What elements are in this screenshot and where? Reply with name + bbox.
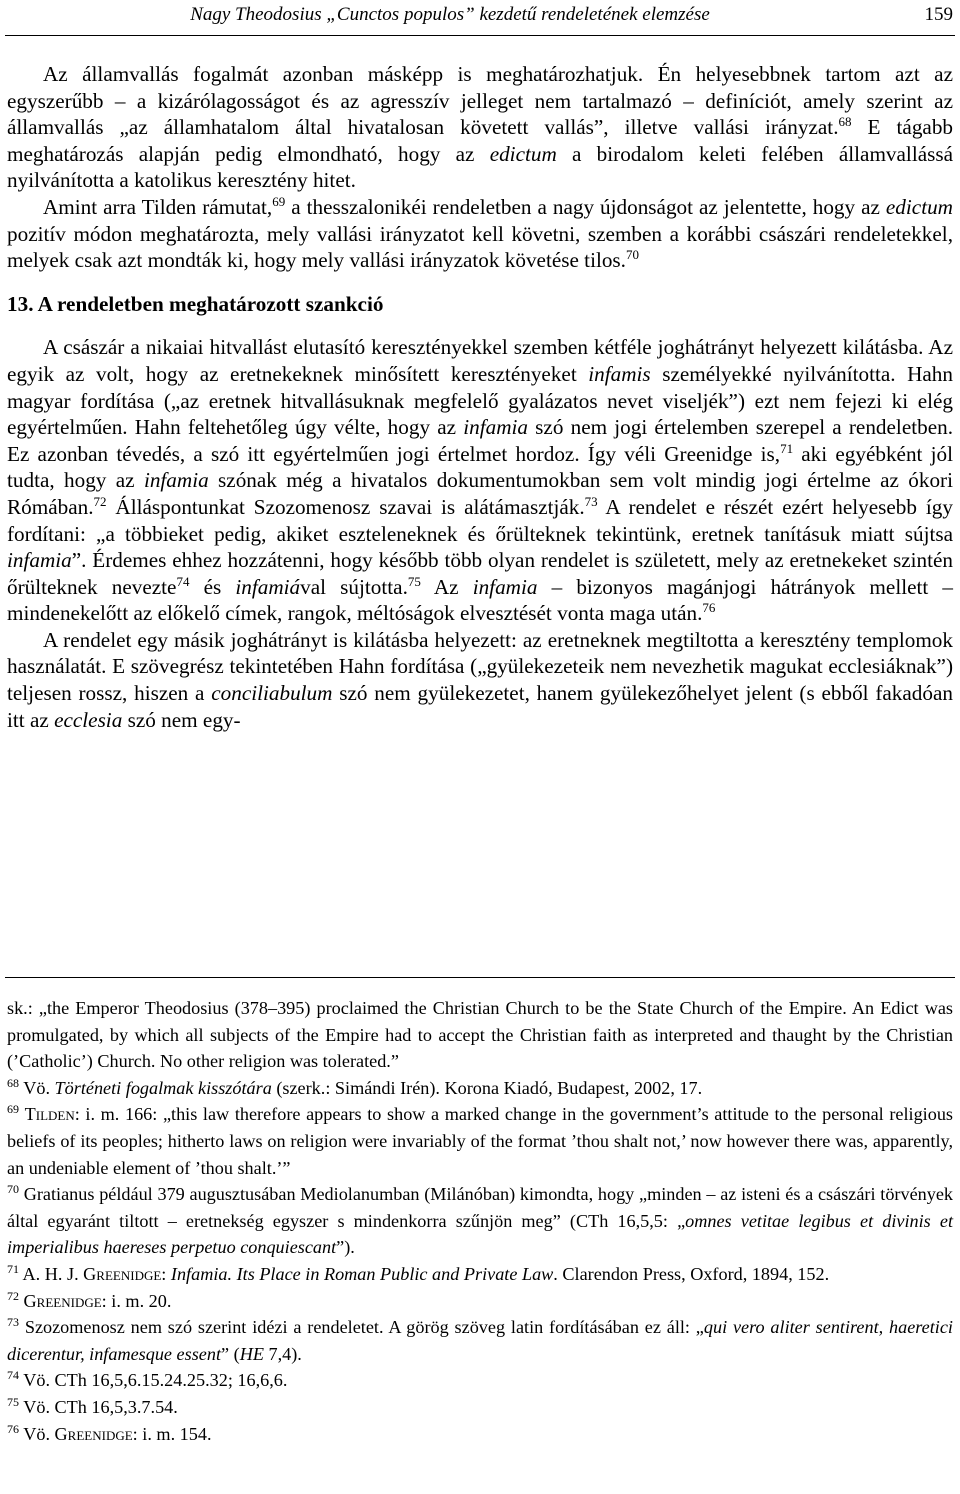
italic-term: edictum bbox=[489, 141, 557, 166]
author-name: Greenidge bbox=[54, 1423, 133, 1444]
text-run: val sújtotta. bbox=[300, 574, 408, 599]
text-run: : i. m. 166: „this law therefore appears to show a marked change in the government’s attitude to the personal religious beliefs of its peoples; hitherto laws on religion were invariably of the format ’thou shalt not,’ now however there was, apparently, an undeniable element of ’thou shalt.’” bbox=[7, 1104, 954, 1178]
text-run: E tágabb meghatározás alapján pedig elmondható, hogy az bbox=[7, 115, 954, 166]
main-text bbox=[7, 61, 953, 733]
section-heading: 13. A rendeletben meghatározott szankció bbox=[7, 291, 384, 316]
footnote-ref-74: 74 bbox=[176, 573, 190, 589]
footnote-70 bbox=[7, 1181, 953, 1261]
footnote-ref-72: 72 bbox=[93, 493, 107, 509]
text-run: Gratianus például 379 augusztusában Mediolanumban (Milánóban) kimondta, hogy „minden – az isteni és a császári törvények által egyaránt tiltott – eretnekség egyszer s mindenkorra szűnjön meg” (CTh 16,5,5: „ bbox=[7, 1184, 953, 1231]
author-name: Tilden bbox=[24, 1104, 75, 1125]
italic-term: infamia bbox=[472, 574, 538, 599]
text-run: Álláspontunkat Szozomenosz szavai is alátámasztják. bbox=[106, 494, 585, 519]
text-run: ”). bbox=[336, 1237, 355, 1258]
footnote-ref-75: 75 bbox=[407, 573, 421, 589]
text-run: ”. Érdemes ehhez hozzátenni, hogy később több olyan rendelet is született, mely az eretnekeket szintén őrülteknek nevezte bbox=[7, 548, 953, 599]
text-run: : i. m. 20. bbox=[101, 1290, 172, 1311]
text-run: szó nem gyülekezetet, hanem gyülekezőhelyet jelent (s ebből fakadóan itt az bbox=[7, 681, 953, 732]
footnote-ref-68: 68 bbox=[838, 114, 852, 130]
italic-term: edictum bbox=[885, 194, 953, 219]
footnote-75 bbox=[7, 1394, 953, 1421]
footnote-number: 76 bbox=[7, 1421, 19, 1436]
footnote-ref-70: 70 bbox=[625, 247, 639, 263]
footnote-continuation: sk.: „the Emperor Theodosius (378–395) proclaimed the Christian Church to be the State Church of the Empire. An Edict was promulgated, by which all subjects of the Empire had to accept the Christian faith as interpreted and thaught by the Christian (’Catholic’) Church. No other religion was tolerated.” bbox=[7, 998, 953, 1072]
text-run: személyekké nyilvánította. Hahn magyar fordítása („az eretnek hitvallásuknak megfelelő gyalázatos nevet viseljék”) ezt nem fejezi ki elég egyértelműen. Hahn feltehetőleg úgy vélte, hogy az bbox=[7, 361, 953, 440]
text-run: Szozomenosz nem szó szerint idézi a rendeletet. A görög szöveg latin fordításában ez áll: „ bbox=[19, 1317, 704, 1338]
paragraph-2 bbox=[7, 194, 953, 274]
footnote-number: 74 bbox=[7, 1368, 19, 1383]
italic-title: Történeti fogalmak kisszótára bbox=[54, 1077, 272, 1098]
italic-title: Infamia. Its Place in Roman Public and Private Law bbox=[170, 1263, 554, 1284]
text-run: Vö. bbox=[19, 1423, 55, 1444]
italic-term: infamiá bbox=[235, 574, 301, 599]
footnote-68 bbox=[7, 1075, 953, 1102]
text-run: A. H. J. bbox=[19, 1263, 84, 1284]
running-header bbox=[7, 2, 953, 28]
footnote-number: 69 bbox=[7, 1102, 19, 1117]
footnote-ref-76: 76 bbox=[702, 600, 716, 616]
footnote-74 bbox=[7, 1367, 953, 1394]
text-run: és bbox=[189, 574, 236, 599]
footnotes bbox=[7, 995, 953, 1447]
footnote-ref-73: 73 bbox=[584, 493, 598, 509]
author-name: Greenidge bbox=[83, 1263, 162, 1284]
text-run: a thesszalonikéi rendeletben a nagy újdonságot az jelentette, hogy az bbox=[285, 194, 886, 219]
text-run: 7,4). bbox=[263, 1343, 302, 1364]
header-rule bbox=[5, 35, 955, 36]
text-run: (szerk.: Simándi Irén). Korona Kiadó, Budapest, 2002, 17. bbox=[271, 1077, 703, 1098]
footnote-73 bbox=[7, 1314, 953, 1367]
text-run: szónak még a hivatalos dokumentumokban sem volt mindig jogi értelme az ókori Rómában. bbox=[7, 468, 953, 519]
footnote-ref-69: 69 bbox=[272, 193, 286, 209]
text-run: Az államvallás fogalmát azonban másképp is meghatározhatjuk. Én helyesebbnek tartom azt az egyszerűbb – a kizárólagosságot és az agresszív jelleget nem tartalmazó – definíciót, amely szerint az államvallás „az államhatalom által hivatalosan követett vallás”, illetve vallási irányzat. bbox=[7, 62, 953, 140]
footnote-number: 70 bbox=[7, 1182, 19, 1197]
text-run: A rendelet e részét ezért helyesebb így fordítani: „a többieket pedig, akiket eszteleneknek és őrülteknek tekintünk, eretnek tanításuk miatt sújtsa bbox=[7, 494, 953, 546]
text-run: Vö. bbox=[19, 1077, 55, 1098]
footnote-69 bbox=[7, 1101, 953, 1181]
italic-term: infamis bbox=[588, 361, 651, 386]
text-run: : bbox=[161, 1263, 171, 1284]
text-run: aki egyébként jól tudta, hogy az bbox=[7, 441, 953, 493]
text-run: A császár a nikaiai hitvallást elutasító keresztényekkel szemben kétféle joghátrányt helyezett kilátásba. Az egyik az volt, hogy az eretnekeknek minősített keresztényeket bbox=[7, 335, 953, 386]
text-run: Amint arra Tilden rámutat, bbox=[43, 194, 273, 219]
running-title: Nagy Theodosius „Cunctos populos” kezdetű rendeletének elemzése bbox=[190, 4, 710, 25]
italic-term: infamia bbox=[7, 548, 72, 573]
footnote-rule bbox=[5, 977, 955, 978]
footnote-76 bbox=[7, 1421, 953, 1448]
paragraph-3 bbox=[7, 334, 953, 627]
text-run: Vö. CTh 16,5,6.15.24.25.32; 16,6,6. bbox=[19, 1370, 288, 1391]
italic-term: infamia bbox=[143, 468, 209, 493]
text-run: Vö. CTh 16,5,3.7.54. bbox=[19, 1396, 178, 1417]
footnote-number: 73 bbox=[7, 1315, 19, 1330]
text-run: : i. m. 154. bbox=[132, 1423, 212, 1444]
italic-quote: omnes vetitae legibus et divinis et imperialibus haereses perpetuo conquiescant bbox=[7, 1210, 954, 1258]
author-name: Greenidge bbox=[23, 1290, 102, 1311]
text-run: – bizonyos magánjogi hátrányok mellett – mindenekelőtt az előkelő címek, rangok, méltóságok elvesztését vonta maga után. bbox=[7, 574, 954, 626]
footnote-72 bbox=[7, 1288, 953, 1315]
footnote-number: 72 bbox=[7, 1288, 19, 1303]
footnote-ref-71: 71 bbox=[780, 440, 794, 456]
text-run: pozitív módon meghatározta, mely vallási irányzatot kell követni, szemben a korábbi császári rendeletekkel, melyek csak azt mondták ki, hogy mely vallási irányzatok követése tilos. bbox=[7, 221, 953, 273]
italic-term: infamia bbox=[463, 415, 528, 440]
footnote-number: 68 bbox=[7, 1075, 19, 1090]
footnote-number: 75 bbox=[7, 1394, 19, 1409]
italic-term: ecclesia bbox=[54, 707, 123, 732]
text-run: ” ( bbox=[221, 1343, 240, 1364]
text-run: Az bbox=[420, 574, 473, 599]
italic-term: conciliabulum bbox=[211, 681, 333, 706]
footnote-71 bbox=[7, 1261, 953, 1288]
text-run: szó nem jogi értelemben szerepel a rendeletben. Ez azonban tévedés, a szó itt egyértelműen jogi értelmet hordoz. Így véli Greenidge is, bbox=[7, 415, 953, 466]
italic-quote: qui vero aliter sentirent, haeretici dicerentur, infamesque essent bbox=[7, 1317, 953, 1364]
text-run: a birodalom keleti felében államvallássá nyilvánította a katolikus keresztény hitet. bbox=[7, 141, 953, 193]
text-run: . Clarendon Press, Oxford, 1894, 152. bbox=[553, 1263, 830, 1284]
paragraph-1 bbox=[7, 61, 953, 194]
paragraph-4 bbox=[7, 627, 953, 733]
text-run: szó nem egy- bbox=[122, 707, 241, 732]
page-number: 159 bbox=[924, 4, 953, 25]
text-run: A rendelet egy másik joghátrányt is kilátásba helyezett: az eretneknek megtiltotta a keresztény templomok használatát. E szövegrész tekintetében Hahn fordítása („gyülekezeteik nem nevezhetik magukat ecclesiáknak”) teljesen rossz, hiszen a bbox=[7, 627, 953, 706]
italic-abbrev: HE bbox=[239, 1343, 264, 1364]
footnote-number: 71 bbox=[7, 1261, 19, 1276]
